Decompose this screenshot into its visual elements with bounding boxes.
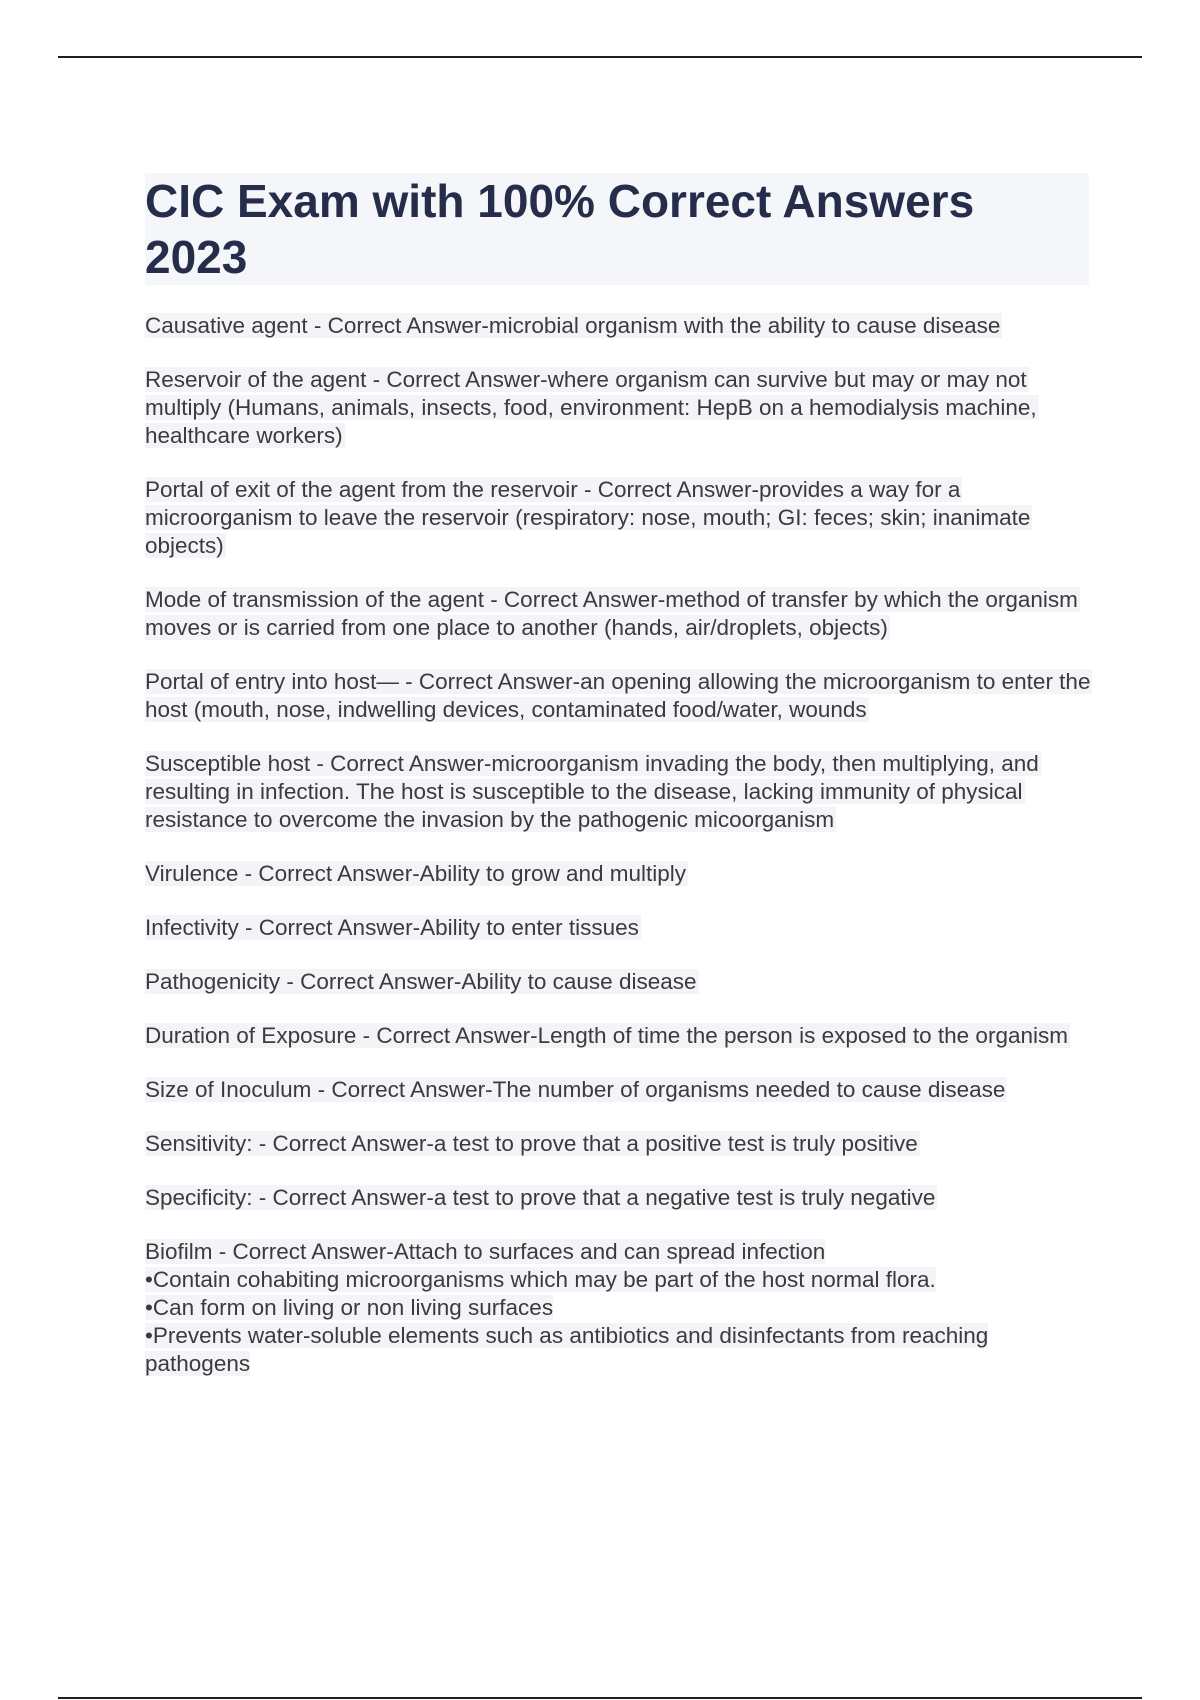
biofilm-bullet — [145, 1294, 1095, 1322]
qa-entry-text: Sensitivity: - Correct Answer-a test to prove that a positive test is truly positive — [145, 1131, 918, 1156]
biofilm-bullet — [145, 1266, 1095, 1294]
qa-entry — [145, 586, 1095, 642]
footer-rule — [58, 1697, 1142, 1699]
qa-entry — [145, 968, 1095, 996]
qa-entry — [145, 1184, 1095, 1212]
qa-entry — [145, 312, 1095, 340]
qa-entry-text: Reservoir of the agent - Correct Answer-where organism can survive but may or may not multiply (Humans, animals, insects, food, environment: HepB on a hemodialysis machine, healthcare workers) — [145, 367, 1037, 448]
qa-entry-text: Size of Inoculum - Correct Answer-The number of organisms needed to cause disease — [145, 1077, 1006, 1102]
qa-entry-text: Infectivity - Correct Answer-Ability to enter tissues — [145, 915, 639, 940]
qa-entry-text: Portal of entry into host— - Correct Answer-an opening allowing the microorganism to enter the host (mouth, nose, indwelling devices, contaminated food/water, wounds — [145, 669, 1091, 722]
qa-entry — [145, 1022, 1095, 1050]
title-block — [145, 173, 1089, 285]
qa-entry — [145, 750, 1095, 834]
qa-entry — [145, 366, 1095, 450]
biofilm-bullet-text: •Prevents water-soluble elements such as antibiotics and disinfectants from reaching pathogens — [145, 1323, 989, 1376]
qa-list — [145, 312, 1095, 1404]
qa-entry-text: Virulence - Correct Answer-Ability to grow and multiply — [145, 861, 687, 886]
qa-entry-text: Susceptible host - Correct Answer-microorganism invading the body, then multiplying, and resulting in infection. The host is susceptible to the disease, lacking immunity of physical resistance to overcome the invasion by the pathogenic micoorganism — [145, 751, 1039, 832]
qa-entry-biofilm — [145, 1238, 1095, 1378]
header-rule — [58, 56, 1142, 58]
biofilm-bullet-text: •Can form on living or non living surfaces — [145, 1295, 554, 1320]
qa-entry-text: Pathogenicity - Correct Answer-Ability to cause disease — [145, 969, 697, 994]
qa-entry-text: Specificity: - Correct Answer-a test to prove that a negative test is truly negative — [145, 1185, 936, 1210]
qa-entry — [145, 1076, 1095, 1104]
biofilm-bullet — [145, 1322, 1095, 1378]
biofilm-bullet-text: •Contain cohabiting microorganisms which may be part of the host normal flora. — [145, 1267, 936, 1292]
page-title: CIC Exam with 100% Correct Answers 2023 — [145, 175, 975, 283]
qa-entry-text: Duration of Exposure - Correct Answer-Length of time the person is exposed to the organism — [145, 1023, 1068, 1048]
biofilm-lead — [145, 1238, 1095, 1266]
qa-entry-text: Causative agent - Correct Answer-microbial organism with the ability to cause disease — [145, 313, 1001, 338]
qa-entry — [145, 914, 1095, 942]
qa-entry-text: Mode of transmission of the agent - Correct Answer-method of transfer by which the organism moves or is carried from one place to another (hands, air/droplets, objects) — [145, 587, 1078, 640]
qa-entry — [145, 668, 1095, 724]
qa-entry — [145, 1130, 1095, 1158]
qa-entry-text: Portal of exit of the agent from the reservoir - Correct Answer-provides a way for a microorganism to leave the reservoir (respiratory: nose, mouth; GI: feces; skin; inanimate objects) — [145, 477, 1031, 558]
biofilm-lead-text: Biofilm - Correct Answer-Attach to surfaces and can spread infection — [145, 1239, 826, 1264]
qa-entry — [145, 860, 1095, 888]
qa-entry — [145, 476, 1095, 560]
